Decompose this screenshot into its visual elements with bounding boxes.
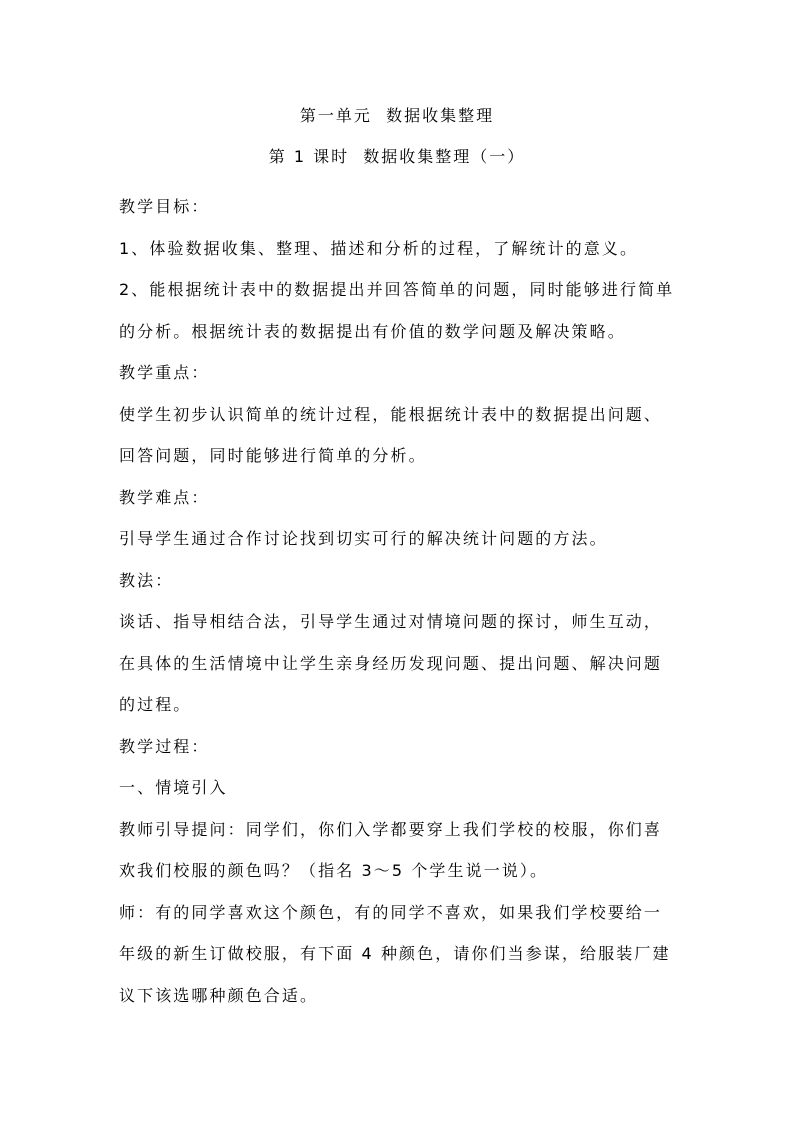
document-title: 第一单元 数据收集整理	[299, 106, 495, 125]
section-heading-methods: 教法：	[119, 570, 174, 590]
methods-line-2: 在具体的生活情境中让学生亲身经历发现问题、提出问题、解决问题	[119, 653, 663, 673]
objective-line-3: 的分析。根据统计表的数据提出有价值的数学问题及解决策略。	[119, 321, 626, 341]
process-line-3: 师：有的同学喜欢这个颜色，有的同学不喜欢，如果我们学校要给一	[119, 902, 663, 922]
objective-line-1: 1、体验数据收集、整理、描述和分析的过程，了解统计的意义。	[119, 238, 639, 258]
section-heading-key-points: 教学重点：	[119, 363, 210, 382]
document-body	[119, 104, 675, 1016]
lesson-subtitle: 第 1 课时 数据收集整理（一）	[268, 147, 526, 166]
process-subheading-intro: 一、情境引入	[119, 778, 228, 797]
key-points-line-2: 回答问题，同时能够进行简单的分析。	[119, 446, 427, 465]
objective-line-2: 2、能根据统计表中的数据提出并回答简单的问题，同时能够进行简单	[119, 280, 675, 299]
section-heading-process: 教学过程：	[119, 736, 210, 756]
process-line-5: 议下该选哪种颜色合适。	[119, 985, 319, 1005]
process-line-1: 教师引导提问：同学们，你们入学都要穿上我们学校的校服，你们喜	[119, 819, 663, 839]
process-line-2: 欢我们校服的颜色吗？（指名 3～5 个学生说一说）。	[119, 861, 549, 880]
process-line-4: 年级的新生订做校服，有下面 4 种颜色，请你们当参谋，给服装厂建	[119, 944, 671, 963]
section-heading-objectives: 教学目标：	[119, 197, 210, 216]
methods-line-3: 的过程。	[119, 695, 192, 714]
section-heading-difficulties: 教学难点：	[119, 487, 210, 507]
difficulties-line-1: 引导学生通过合作讨论找到切实可行的解决统计问题的方法。	[119, 529, 608, 548]
key-points-line-1: 使学生初步认识简单的统计过程，能根据统计表中的数据提出问题、	[119, 404, 663, 424]
methods-line-1: 谈话、指导相结合法，引导学生通过对情境问题的探讨，师生互动，	[119, 612, 663, 631]
